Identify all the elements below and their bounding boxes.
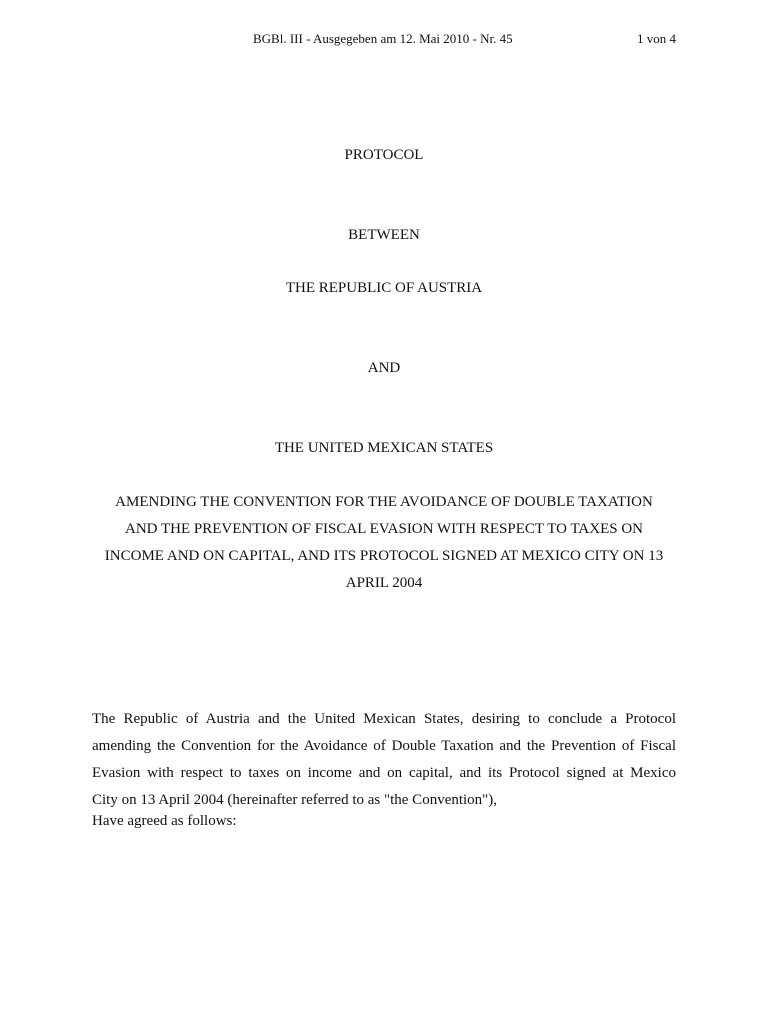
- protocol-subject: [92, 489, 676, 597]
- preamble-line: Evasion with respect to taxes on income and on capital, and its Protocol signed at Mexico: [92, 765, 676, 781]
- preamble-line: The Republic of Austria and the United Mexican States, desiring to conclude a Protocol: [92, 711, 676, 727]
- preamble-line: City on 13 April 2004 (hereinafter referred to as "the Convention"),: [92, 792, 498, 808]
- between-heading: BETWEEN: [348, 227, 420, 243]
- subject-line: APRIL 2004: [345, 575, 423, 591]
- preamble-paragraph: [92, 706, 676, 814]
- subject-line: AND THE PREVENTION OF FISCAL EVASION WITH RESPECT TO TAXES ON: [124, 521, 643, 537]
- protocol-heading: PROTOCOL: [344, 147, 424, 163]
- closing-statement: Have agreed as follows:: [92, 813, 237, 829]
- party-one-heading: THE REPUBLIC OF AUSTRIA: [285, 280, 483, 296]
- subject-line: AMENDING THE CONVENTION FOR THE AVOIDANCE OF DOUBLE TAXATION: [115, 494, 653, 510]
- preamble-line: amending the Convention for the Avoidance of Double Taxation and the Prevention of Fiscal: [92, 738, 676, 754]
- gazette-header: BGBl. III - Ausgegeben am 12. Mai 2010 - Nr. 45: [253, 31, 513, 46]
- page-indicator: 1 von 4: [637, 31, 676, 46]
- and-heading: AND: [367, 360, 401, 376]
- subject-line: INCOME AND ON CAPITAL, AND ITS PROTOCOL SIGNED AT MEXICO CITY ON 13: [104, 548, 664, 564]
- party-two-heading: THE UNITED MEXICAN STATES: [274, 440, 494, 456]
